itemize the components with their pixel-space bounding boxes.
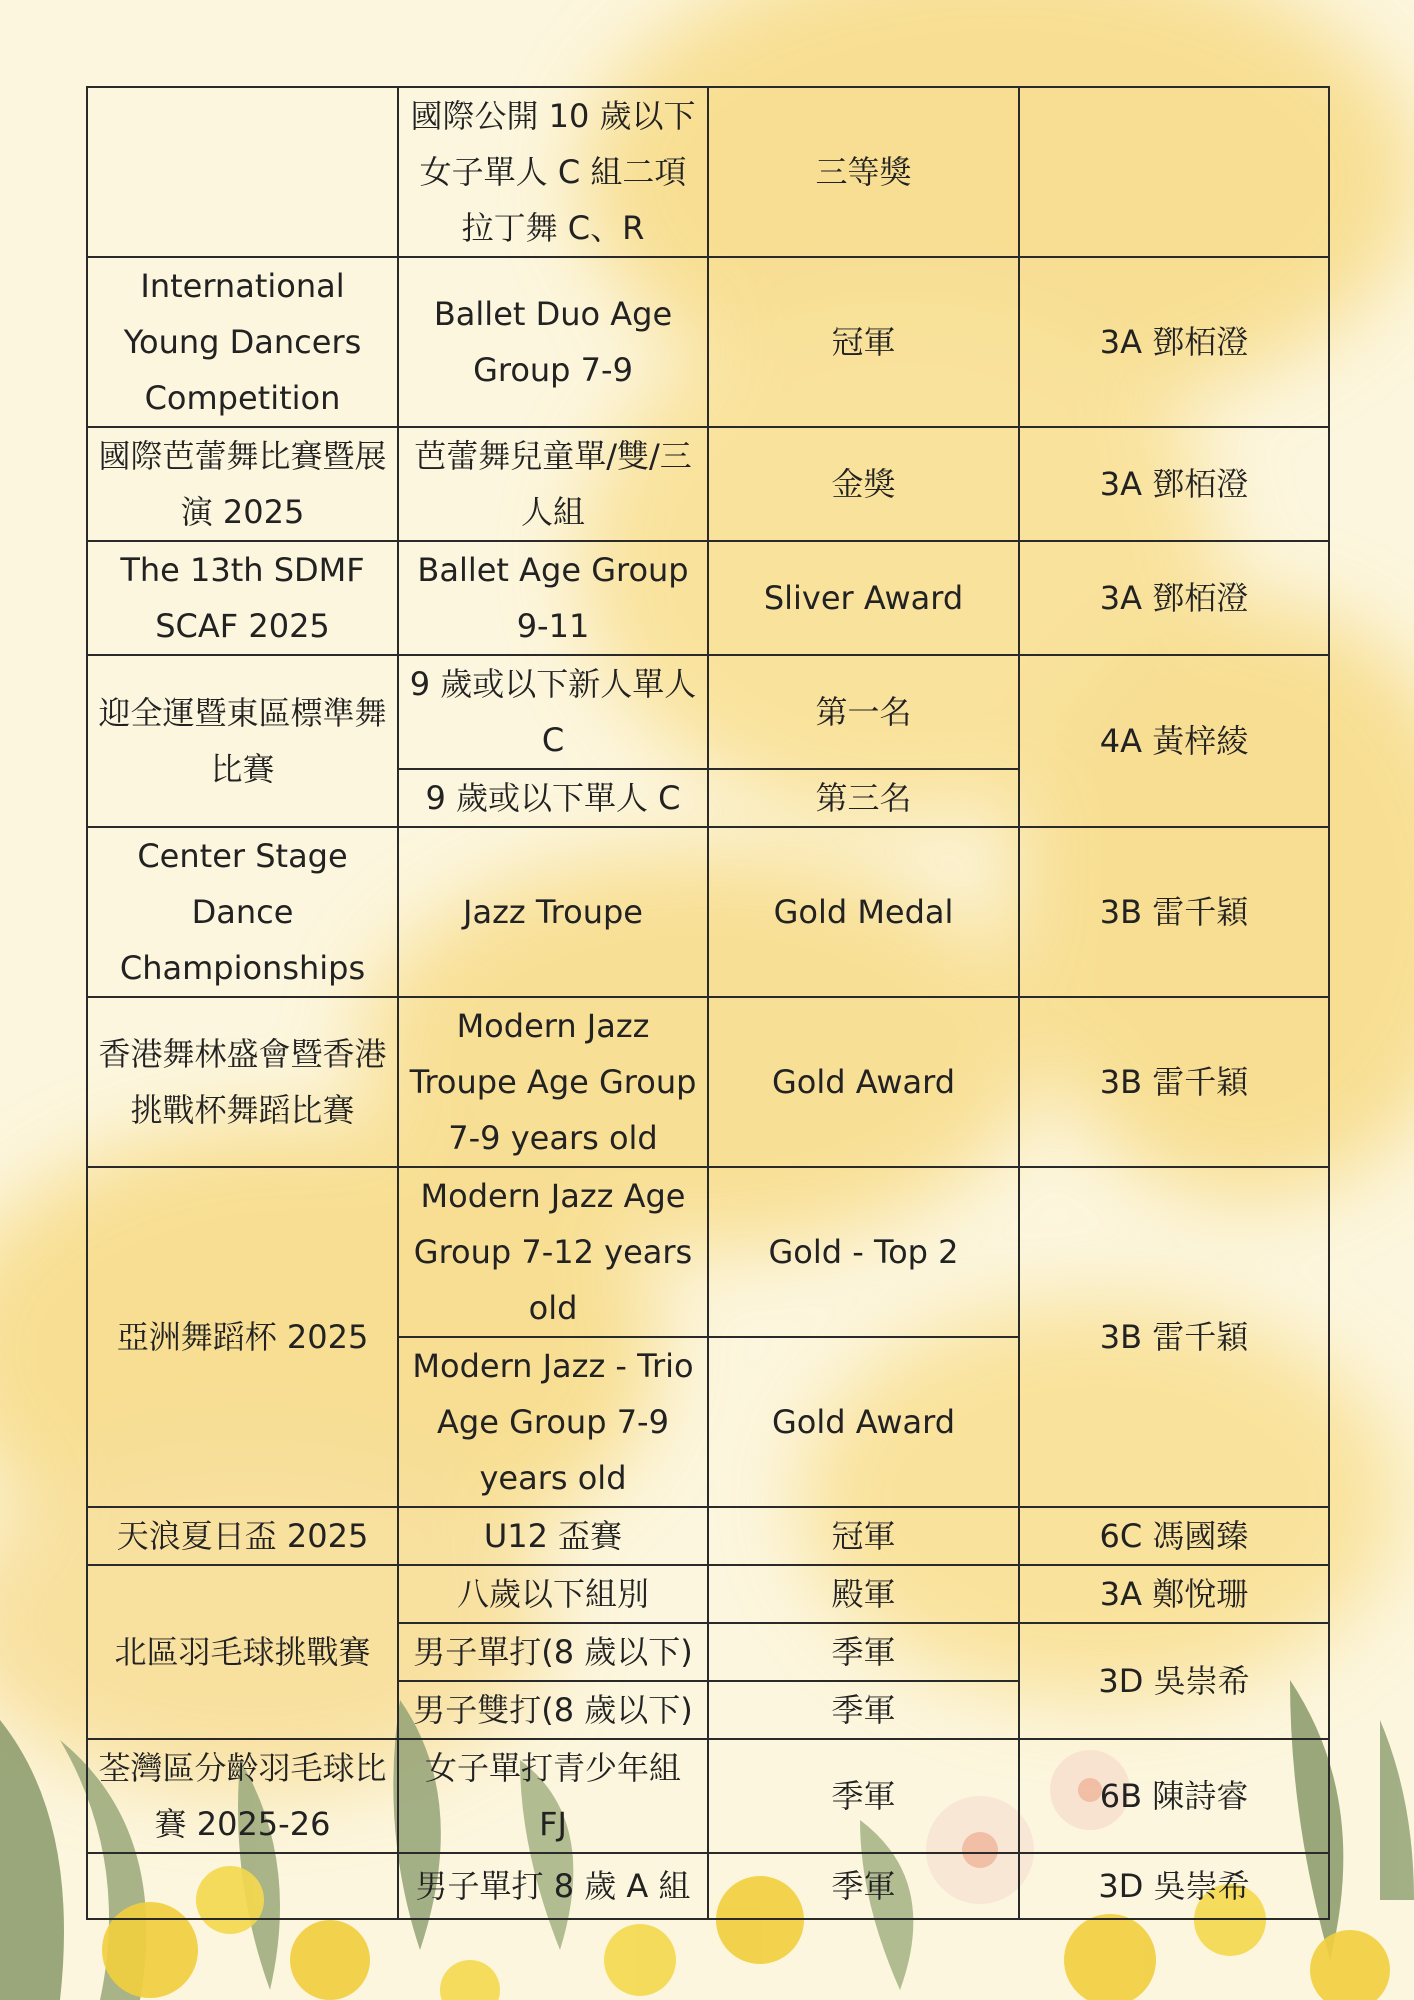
category-cell: 男子單打(8 歲以下) bbox=[398, 1623, 708, 1681]
student-cell: 3D 吳崇希 bbox=[1019, 1853, 1329, 1919]
competition-cell: Center Stage Dance Championships bbox=[87, 827, 398, 997]
student-cell: 6C 馮國臻 bbox=[1019, 1507, 1329, 1565]
competition-cell bbox=[87, 87, 398, 257]
student-cell: 3B 雷千穎 bbox=[1019, 827, 1329, 997]
award-cell: 季軍 bbox=[708, 1739, 1019, 1853]
category-cell: 男子雙打(8 歲以下) bbox=[398, 1681, 708, 1739]
category-cell: U12 盃賽 bbox=[398, 1507, 708, 1565]
awards-table bbox=[86, 86, 1330, 1920]
award-cell: 金獎 bbox=[708, 427, 1019, 541]
category-cell: Modern Jazz - Trio Age Group 7-9 years old bbox=[398, 1337, 708, 1507]
student-cell: 3A 鄧栢澄 bbox=[1019, 257, 1329, 427]
competition-cell: 迎全運暨東區標準舞比賽 bbox=[87, 655, 398, 827]
competition-cell: 北區羽毛球挑戰賽 bbox=[87, 1565, 398, 1739]
award-cell: 季軍 bbox=[708, 1681, 1019, 1739]
category-cell: Jazz Troupe bbox=[398, 827, 708, 997]
competition-cell: International Young Dancers Competition bbox=[87, 257, 398, 427]
award-cell: 殿軍 bbox=[708, 1565, 1019, 1623]
competition-cell: 國際芭蕾舞比賽暨展演 2025 bbox=[87, 427, 398, 541]
category-cell: 9 歲或以下單人 C bbox=[398, 769, 708, 827]
table-row bbox=[87, 655, 1329, 769]
student-cell: 4A 黃梓綾 bbox=[1019, 655, 1329, 827]
table-row bbox=[87, 1507, 1329, 1565]
student-cell: 3B 雷千穎 bbox=[1019, 997, 1329, 1167]
category-cell: 八歲以下組別 bbox=[398, 1565, 708, 1623]
student-cell: 3B 雷千穎 bbox=[1019, 1167, 1329, 1507]
student-cell bbox=[1019, 87, 1329, 257]
award-cell: 第三名 bbox=[708, 769, 1019, 827]
category-cell: Modern Jazz Age Group 7-12 years old bbox=[398, 1167, 708, 1337]
student-cell: 3A 鄭悅珊 bbox=[1019, 1565, 1329, 1623]
competition-cell: 香港舞林盛會暨香港挑戰杯舞蹈比賽 bbox=[87, 997, 398, 1167]
award-cell: Gold Award bbox=[708, 1337, 1019, 1507]
table-row bbox=[87, 1565, 1329, 1623]
table-row bbox=[87, 827, 1329, 997]
category-cell: Modern Jazz Troupe Age Group 7-9 years old bbox=[398, 997, 708, 1167]
category-cell: 男子單打 8 歲 A 組 bbox=[398, 1853, 708, 1919]
table-row bbox=[87, 257, 1329, 427]
student-cell: 3A 鄧栢澄 bbox=[1019, 541, 1329, 655]
category-cell: Ballet Duo Age Group 7-9 bbox=[398, 257, 708, 427]
table-row bbox=[87, 1853, 1329, 1919]
competition-cell: The 13th SDMF SCAF 2025 bbox=[87, 541, 398, 655]
competition-cell: 天浪夏日盃 2025 bbox=[87, 1507, 398, 1565]
category-cell: 9 歲或以下新人單人 C bbox=[398, 655, 708, 769]
award-cell: Gold Medal bbox=[708, 827, 1019, 997]
award-cell: Gold - Top 2 bbox=[708, 1167, 1019, 1337]
award-cell: Sliver Award bbox=[708, 541, 1019, 655]
student-cell: 3D 吳崇希 bbox=[1019, 1623, 1329, 1739]
award-cell: 三等獎 bbox=[708, 87, 1019, 257]
award-cell: 季軍 bbox=[708, 1853, 1019, 1919]
competition-cell: 荃灣區分齡羽毛球比賽 2025-26 bbox=[87, 1739, 398, 1853]
table-row bbox=[87, 427, 1329, 541]
student-cell: 3A 鄧栢澄 bbox=[1019, 427, 1329, 541]
table-row bbox=[87, 541, 1329, 655]
table-row bbox=[87, 1167, 1329, 1337]
award-cell: 季軍 bbox=[708, 1623, 1019, 1681]
award-cell: 第一名 bbox=[708, 655, 1019, 769]
award-cell: Gold Award bbox=[708, 997, 1019, 1167]
category-cell: 女子單打青少年組 FJ bbox=[398, 1739, 708, 1853]
table-row bbox=[87, 1739, 1329, 1853]
category-cell: 國際公開 10 歲以下女子單人 C 組二項拉丁舞 C、R bbox=[398, 87, 708, 257]
competition-cell bbox=[87, 1853, 398, 1919]
award-cell: 冠軍 bbox=[708, 1507, 1019, 1565]
competition-cell: 亞洲舞蹈杯 2025 bbox=[87, 1167, 398, 1507]
table-row bbox=[87, 997, 1329, 1167]
award-cell: 冠軍 bbox=[708, 257, 1019, 427]
category-cell: 芭蕾舞兒童單/雙/三人組 bbox=[398, 427, 708, 541]
category-cell: Ballet Age Group 9-11 bbox=[398, 541, 708, 655]
student-cell: 6B 陳詩睿 bbox=[1019, 1739, 1329, 1853]
table-row bbox=[87, 87, 1329, 257]
